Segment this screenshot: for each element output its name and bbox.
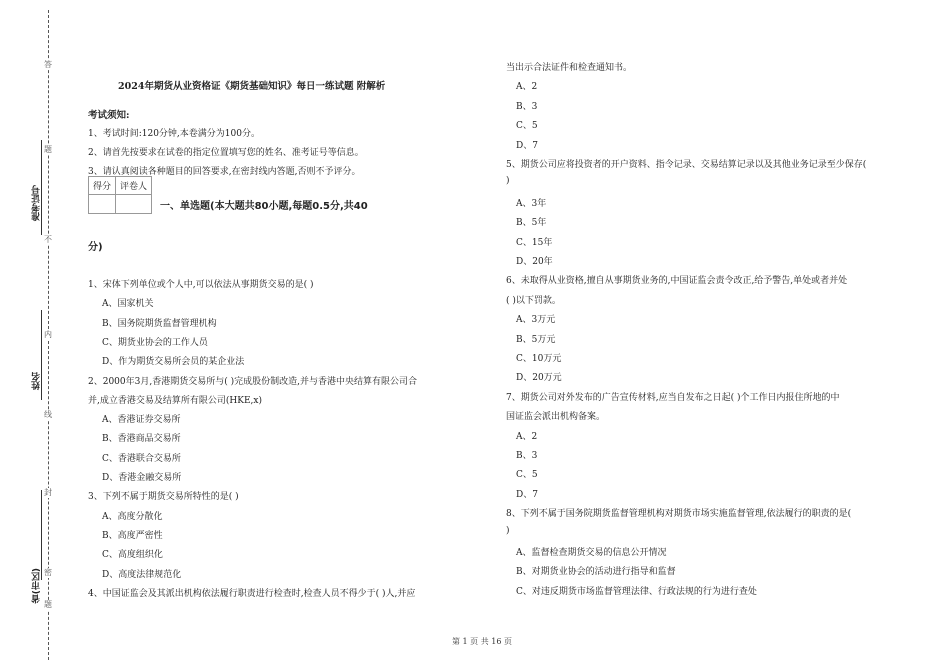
- answer-option: C、5: [516, 470, 538, 481]
- answer-option: B、国务院期货监督管理机构: [102, 318, 217, 329]
- answer-option: D、20年: [516, 257, 553, 267]
- answer-option: C、15年: [516, 237, 553, 248]
- answer-option: D、7: [516, 489, 538, 500]
- grader-cell: [116, 195, 152, 214]
- exam-number-fill-line: [41, 140, 42, 235]
- score-cell: [89, 195, 116, 214]
- answer-option: C、对违反期货市场监督管理法律、行政法规的行为进行查处: [516, 586, 757, 597]
- notice-heading: 考试须知:: [88, 110, 130, 121]
- answer-option: B、高度严密性: [102, 530, 163, 541]
- question-stem: 1、宋体下列单位或个人中,可以依法从事期货交易的是( ): [88, 280, 314, 290]
- answer-option: B、香港商品交易所: [102, 434, 181, 445]
- answer-option: D、香港金融交易所: [102, 473, 182, 483]
- question-stem-continued: ): [506, 525, 510, 536]
- answer-option: B、3: [516, 101, 538, 112]
- answer-option: B、5年: [516, 218, 547, 229]
- seal-char: 内: [44, 330, 52, 339]
- seal-char: 答: [44, 60, 52, 69]
- answer-option: A、香港证券交易所: [102, 415, 181, 426]
- question-stem: 6、未取得从业资格,擅自从事期货业务的,中国证监会责令改正,给予警告,单处或者并处: [506, 276, 848, 287]
- region-label: 省(市区): [32, 568, 42, 604]
- notice-item: 2、请首先按要求在试卷的指定位置填写您的姓名、准考证号等信息。: [88, 148, 364, 158]
- section-title: 一、单选题(本大题共80小题,每题0.5分,共40: [160, 201, 368, 212]
- answer-option: A、监督检查期货交易的信息公开情况: [516, 548, 667, 558]
- question-stem: 5、期货公司应将投资者的开户资料、指令记录、交易结算记录以及其他业务记录至少保存(: [506, 160, 867, 170]
- question-stem: 3、下列不属于期货交易所特性的是( ): [88, 492, 239, 503]
- seal-char: 题: [44, 600, 52, 609]
- question-stem: 当出示合法证件和检查通知书。: [506, 63, 633, 73]
- question-stem-continued: ( )以下罚款。: [506, 295, 561, 306]
- answer-option: A、国家机关: [102, 299, 154, 310]
- name-label: 姓名: [32, 372, 42, 390]
- score-header: 得分: [89, 177, 116, 195]
- question-stem: 7、期货公司对外发布的广告宣传材料,应当自发布之日起( )个工作日内报住所地的中: [506, 392, 840, 403]
- binding-margin: [0, 0, 80, 671]
- answer-option: A、3万元: [516, 315, 556, 326]
- question-stem-continued: ): [506, 176, 510, 187]
- seal-char: 封: [44, 488, 52, 497]
- seal-char: 密: [44, 568, 52, 577]
- question-stem: 8、下列不属于国务院期货监督管理机构对期货市场实施监督管理,依法履行的职责的是(: [506, 509, 852, 520]
- exam-number-label: 准考证号: [32, 185, 42, 221]
- answer-option: A、高度分散化: [102, 511, 163, 522]
- notice-item: 1、考试时间:120分钟,本卷满分为100分。: [88, 129, 260, 139]
- answer-option: A、3年: [516, 198, 547, 209]
- question-stem: 4、中国证监会及其派出机构依法履行职责进行检查时,检查人员不得少于( )人,并应: [88, 588, 416, 599]
- score-table: [88, 176, 152, 214]
- answer-option: C、香港联合交易所: [102, 453, 181, 464]
- answer-option: D、高度法律规范化: [102, 569, 182, 580]
- answer-option: A、2: [516, 431, 538, 442]
- question-stem-continued: 并,成立香港交易及结算所有限公司(HKE,x): [88, 395, 262, 406]
- answer-option: D、20万元: [516, 373, 562, 384]
- grader-header: 评卷人: [116, 177, 152, 195]
- answer-option: D、作为期货交易所会员的某企业法: [102, 357, 245, 368]
- document-title: 2024年期货从业资格证《期货基础知识》每日一练试题 附解析: [118, 81, 386, 92]
- answer-option: C、10万元: [516, 354, 562, 364]
- answer-option: C、高度组织化: [102, 550, 163, 561]
- answer-option: B、3: [516, 451, 538, 461]
- seal-char: 不: [44, 235, 52, 244]
- name-fill-line: [41, 310, 42, 400]
- question-stem: 2、2000年3月,香港期货交易所与( )完成股份制改造,并与香港中央结算有限公司合: [88, 376, 417, 387]
- page-footer: 第 1 页 共 16 页: [452, 637, 512, 646]
- answer-option: C、5: [516, 121, 538, 132]
- answer-option: B、对期货业协会的活动进行指导和监督: [516, 567, 676, 578]
- seal-char: 线: [44, 410, 52, 419]
- section-title-continued: 分): [88, 242, 103, 253]
- answer-option: A、2: [516, 82, 538, 93]
- seal-char: 题: [44, 145, 52, 154]
- answer-option: B、5万元: [516, 334, 556, 345]
- answer-option: C、期货业协会的工作人员: [102, 337, 208, 348]
- region-fill-line: [41, 490, 42, 580]
- answer-option: D、7: [516, 140, 538, 151]
- notice-item: 3、请认真阅读各种题目的回答要求,在密封线内答题,否则不予评分。: [88, 167, 361, 177]
- question-stem-continued: 国证监会派出机构备案。: [506, 412, 606, 423]
